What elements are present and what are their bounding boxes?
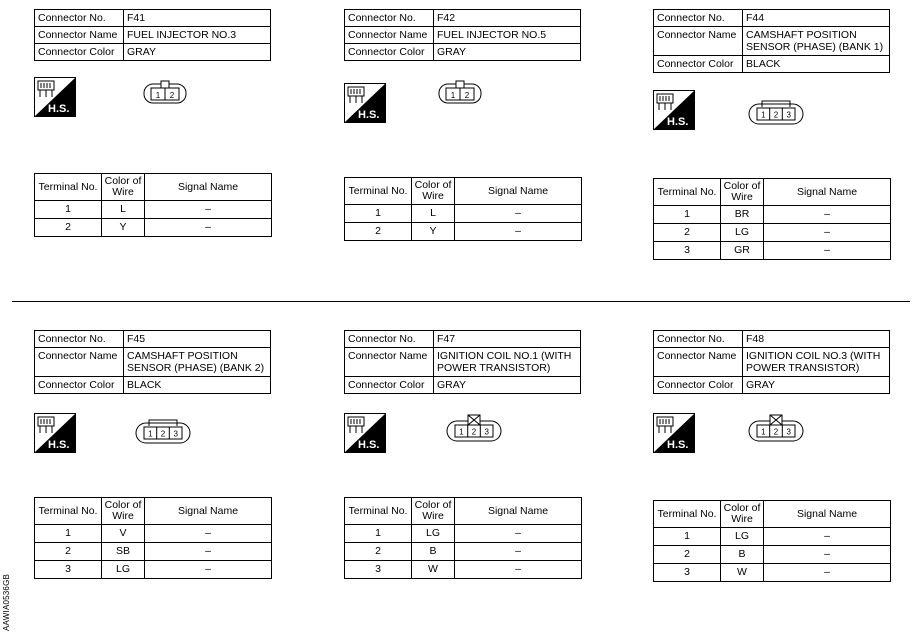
svg-text:1: 1	[148, 429, 153, 439]
header-color-of-wire: Color of Wire	[412, 498, 455, 525]
signal-name: –	[455, 543, 582, 561]
figure-code-text: AAWIA0536GB	[2, 573, 11, 631]
terminal-no: 1	[35, 525, 102, 543]
terminal-no: 3	[654, 242, 721, 260]
svg-text:1: 1	[761, 427, 766, 437]
signal-name: –	[145, 219, 272, 237]
label-connector-name: Connector Name	[345, 27, 434, 44]
label-connector-name: Connector Name	[35, 27, 124, 44]
svg-text:H.S.: H.S.	[358, 109, 380, 121]
connector-name: IGNITION COIL NO.1 (WITH POWER TRANSISTOR)	[434, 348, 581, 377]
label-connector-name: Connector Name	[35, 348, 124, 377]
signal-name: –	[455, 525, 582, 543]
terminal-row	[654, 224, 891, 242]
label-connector-no: Connector No.	[654, 331, 743, 348]
terminal-no: 3	[35, 561, 102, 579]
signal-name: –	[145, 201, 272, 219]
header-signal-name: Signal Name	[764, 179, 891, 206]
terminal-row	[654, 546, 891, 564]
signal-name: –	[764, 528, 891, 546]
connector-no: F47	[434, 331, 581, 348]
connector-info-table	[653, 9, 890, 73]
header-terminal-no: Terminal No.	[654, 501, 721, 528]
terminal-row	[345, 525, 582, 543]
svg-text:H.S.: H.S.	[48, 103, 70, 115]
connector-face-icon	[748, 97, 804, 130]
terminal-no: 2	[345, 223, 412, 241]
signal-name: –	[764, 242, 891, 260]
wire-color: W	[412, 561, 455, 579]
signal-name: –	[455, 205, 582, 223]
connector-face-icon	[748, 414, 804, 447]
wire-color: L	[102, 201, 145, 219]
header-terminal-no: Terminal No.	[35, 498, 102, 525]
harness-side-icon	[653, 90, 695, 135]
terminal-row	[654, 564, 891, 582]
terminal-row	[35, 543, 272, 561]
terminal-no: 1	[345, 525, 412, 543]
label-connector-name: Connector Name	[654, 348, 743, 377]
harness-side-icon	[344, 83, 386, 128]
section-divider	[12, 301, 910, 302]
connector-info-table	[34, 9, 271, 61]
terminal-no: 2	[35, 219, 102, 237]
label-connector-name: Connector Name	[654, 27, 743, 56]
terminal-table	[34, 173, 272, 237]
svg-text:2: 2	[471, 427, 477, 437]
terminal-row	[35, 219, 272, 237]
signal-name: –	[764, 224, 891, 242]
terminal-row	[345, 543, 582, 561]
wire-color: B	[721, 546, 764, 564]
header-signal-name: Signal Name	[764, 501, 891, 528]
connector-name: IGNITION COIL NO.3 (WITH POWER TRANSISTOR)	[743, 348, 890, 377]
connector-face-icon	[438, 80, 482, 109]
header-terminal-no: Terminal No.	[345, 498, 412, 525]
figure-code	[2, 573, 14, 635]
connector-color: BLACK	[743, 56, 890, 73]
terminal-no: 1	[654, 206, 721, 224]
terminal-no: 2	[35, 543, 102, 561]
terminal-no: 1	[35, 201, 102, 219]
wire-color: SB	[102, 543, 145, 561]
signal-name: –	[145, 561, 272, 579]
connector-info-table	[653, 330, 890, 394]
header-terminal-no: Terminal No.	[35, 174, 102, 201]
signal-name: –	[455, 561, 582, 579]
wire-color: BR	[721, 206, 764, 224]
connector-color: GRAY	[434, 44, 581, 61]
wire-color: V	[102, 525, 145, 543]
connector-no: F44	[743, 10, 890, 27]
header-color-of-wire: Color of Wire	[412, 178, 455, 205]
svg-text:2: 2	[773, 427, 779, 437]
header-color-of-wire: Color of Wire	[721, 179, 764, 206]
harness-side-icon	[653, 413, 695, 458]
wire-color: Y	[412, 223, 455, 241]
label-connector-color: Connector Color	[654, 377, 743, 394]
header-signal-name: Signal Name	[455, 498, 582, 525]
terminal-no: 1	[345, 205, 412, 223]
connector-name: CAMSHAFT POSITION SENSOR (PHASE) (BANK 2)	[124, 348, 271, 377]
harness-side-icon	[34, 413, 76, 458]
terminal-row	[345, 561, 582, 579]
label-connector-no: Connector No.	[35, 10, 124, 27]
signal-name: –	[764, 564, 891, 582]
connector-no: F42	[434, 10, 581, 27]
signal-name: –	[145, 525, 272, 543]
header-color-of-wire: Color of Wire	[721, 501, 764, 528]
connector-info-table	[344, 330, 581, 394]
connector-color: GRAY	[743, 377, 890, 394]
connector-no: F45	[124, 331, 271, 348]
terminal-no: 2	[654, 224, 721, 242]
connector-color: GRAY	[434, 377, 581, 394]
label-connector-color: Connector Color	[654, 56, 743, 73]
wire-color: B	[412, 543, 455, 561]
signal-name: –	[455, 223, 582, 241]
terminal-table	[34, 497, 272, 579]
header-color-of-wire: Color of Wire	[102, 498, 145, 525]
terminal-row	[345, 223, 582, 241]
label-connector-no: Connector No.	[35, 331, 124, 348]
svg-text:1: 1	[459, 427, 464, 437]
connector-face-icon	[446, 414, 502, 447]
svg-text:3: 3	[786, 110, 791, 120]
connector-info-table	[34, 330, 271, 394]
connector-color: GRAY	[124, 44, 271, 61]
wire-color: LG	[721, 224, 764, 242]
terminal-table	[653, 500, 891, 582]
svg-text:1: 1	[761, 110, 766, 120]
svg-text:2: 2	[169, 91, 175, 100]
connector-name: FUEL INJECTOR NO.5	[434, 27, 581, 44]
header-color-of-wire: Color of Wire	[102, 174, 145, 201]
label-connector-name: Connector Name	[345, 348, 434, 377]
connector-name: CAMSHAFT POSITION SENSOR (PHASE) (BANK 1)	[743, 27, 890, 56]
terminal-table	[344, 177, 582, 241]
wire-color: LG	[721, 528, 764, 546]
wire-color: L	[412, 205, 455, 223]
connector-info-table	[344, 9, 581, 61]
svg-text:H.S.: H.S.	[667, 439, 689, 451]
terminal-row	[35, 525, 272, 543]
label-connector-no: Connector No.	[654, 10, 743, 27]
svg-text:3: 3	[484, 427, 489, 437]
svg-text:H.S.: H.S.	[667, 116, 689, 128]
connector-name: FUEL INJECTOR NO.3	[124, 27, 271, 44]
terminal-row	[654, 528, 891, 546]
header-terminal-no: Terminal No.	[345, 178, 412, 205]
harness-side-icon	[344, 413, 386, 458]
svg-text:2: 2	[160, 429, 166, 439]
wire-color: Y	[102, 219, 145, 237]
label-connector-no: Connector No.	[345, 10, 434, 27]
terminal-no: 3	[345, 561, 412, 579]
header-signal-name: Signal Name	[455, 178, 582, 205]
header-signal-name: Signal Name	[145, 174, 272, 201]
svg-text:3: 3	[786, 427, 791, 437]
svg-text:3: 3	[173, 429, 178, 439]
wire-color: W	[721, 564, 764, 582]
svg-text:2: 2	[464, 91, 470, 100]
label-connector-no: Connector No.	[345, 331, 434, 348]
svg-text:2: 2	[773, 110, 779, 120]
connector-no: F48	[743, 331, 890, 348]
terminal-row	[654, 206, 891, 224]
wire-color: LG	[412, 525, 455, 543]
terminal-table	[653, 178, 891, 260]
terminal-no: 2	[654, 546, 721, 564]
signal-name: –	[764, 546, 891, 564]
label-connector-color: Connector Color	[35, 44, 124, 61]
header-terminal-no: Terminal No.	[654, 179, 721, 206]
terminal-no: 3	[654, 564, 721, 582]
signal-name: –	[145, 543, 272, 561]
svg-text:1: 1	[155, 91, 161, 100]
signal-name: –	[764, 206, 891, 224]
terminal-row	[35, 201, 272, 219]
connector-face-icon	[135, 416, 191, 449]
header-signal-name: Signal Name	[145, 498, 272, 525]
terminal-table	[344, 497, 582, 579]
svg-text:H.S.: H.S.	[358, 439, 380, 451]
label-connector-color: Connector Color	[345, 377, 434, 394]
svg-text:H.S.: H.S.	[48, 439, 70, 451]
harness-side-icon	[34, 77, 76, 122]
label-connector-color: Connector Color	[35, 377, 124, 394]
terminal-row	[35, 561, 272, 579]
connector-no: F41	[124, 10, 271, 27]
terminal-no: 1	[654, 528, 721, 546]
terminal-row	[654, 242, 891, 260]
wire-color: LG	[102, 561, 145, 579]
terminal-row	[345, 205, 582, 223]
label-connector-color: Connector Color	[345, 44, 434, 61]
svg-text:1: 1	[450, 91, 456, 100]
wire-color: GR	[721, 242, 764, 260]
connector-face-icon	[143, 80, 187, 109]
connector-color: BLACK	[124, 377, 271, 394]
terminal-no: 2	[345, 543, 412, 561]
